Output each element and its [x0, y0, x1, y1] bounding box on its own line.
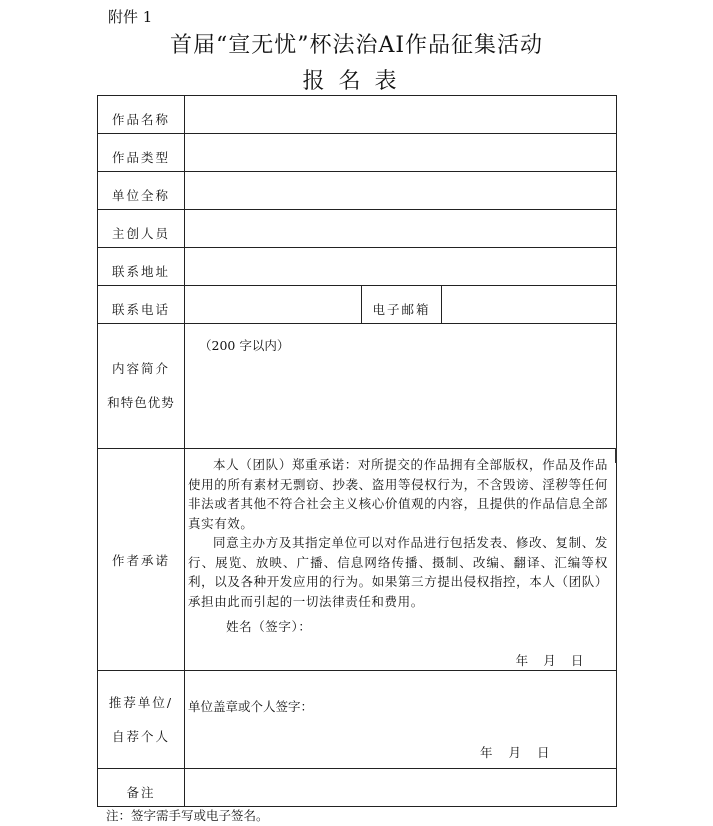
promise-label: 作者承诺 [98, 449, 185, 671]
remarks-field[interactable] [185, 769, 617, 807]
address-field[interactable] [185, 248, 617, 286]
intro-field[interactable] [185, 324, 617, 449]
work-name-label: 作品名称 [98, 96, 185, 134]
page-title: 首届“宣无忧”杯法治AI作品征集活动 [169, 33, 544, 58]
row-work-name [98, 96, 617, 134]
remarks-label: 备注 [98, 769, 185, 807]
creator-field[interactable] [185, 210, 617, 248]
attachment-label: 附件 1 [108, 8, 153, 26]
intro-hint: （200 字以内） [199, 338, 290, 353]
promise-date: 年 月 日 [515, 652, 585, 668]
intro-label [98, 324, 185, 449]
recommend-label-line2: 自荐个人 [111, 728, 170, 744]
work-type-label: 作品类型 [98, 134, 185, 172]
row-contact [98, 286, 617, 324]
promise-content [185, 449, 617, 671]
text-cursor [615, 448, 617, 463]
unit-name-label: 单位全称 [98, 172, 185, 210]
footnote: 注：签字需手写或电子签名。 [106, 808, 269, 823]
email-field[interactable] [442, 286, 617, 324]
recommend-date: 年 月 日 [480, 745, 550, 760]
work-type-field[interactable] [185, 134, 617, 172]
intro-label-line1: 内容简介 [111, 361, 170, 376]
email-label: 电子邮箱 [362, 286, 442, 324]
promise-paragraph-2: 同意主办方及其指定单位可以对作品进行包括发表、修改、复制、发行、展览、放映、广播、信息网络传播、摄制、改编、翻译、汇编等权利，以及各种开发应用的行为。如果第三方提出侵权指控，本人（团队）承担由此而引起的一切法律责任和费用。 [188, 535, 609, 609]
recommend-label [98, 671, 185, 769]
registration-form-table [97, 95, 617, 807]
phone-label: 联系电话 [98, 286, 185, 324]
row-creator [98, 210, 617, 248]
row-unit-name [98, 172, 617, 210]
row-work-type [98, 134, 617, 172]
intro-label-line2: 和特色优势 [107, 395, 175, 410]
page-subtitle: 报名表 [302, 69, 411, 94]
recommend-text: 单位盖章或个人签字： [188, 699, 314, 714]
phone-field[interactable] [185, 286, 362, 324]
recommend-label-line1: 推荐单位/ [108, 694, 174, 710]
address-label: 联系地址 [98, 248, 185, 286]
row-recommend [98, 671, 617, 769]
unit-name-field[interactable] [185, 172, 617, 210]
work-name-field[interactable] [185, 96, 617, 134]
creator-label: 主创人员 [98, 210, 185, 248]
row-remarks [98, 769, 617, 807]
signature-label: 姓名（签字）： [226, 619, 312, 634]
promise-paragraph-1: 本人（团队）郑重承诺：对所提交的作品拥有全部版权，作品及作品使用的所有素材无剽窃、抄袭、盗用等侵权行为，不含毁谤、淫秽等任何非法或者其他不符合社会主义核心价值观的内容，且提供的作品信息全部真实有效。 [188, 457, 609, 531]
row-promise [98, 449, 617, 671]
recommend-field[interactable] [185, 671, 617, 769]
row-address [98, 248, 617, 286]
row-intro [98, 324, 617, 449]
